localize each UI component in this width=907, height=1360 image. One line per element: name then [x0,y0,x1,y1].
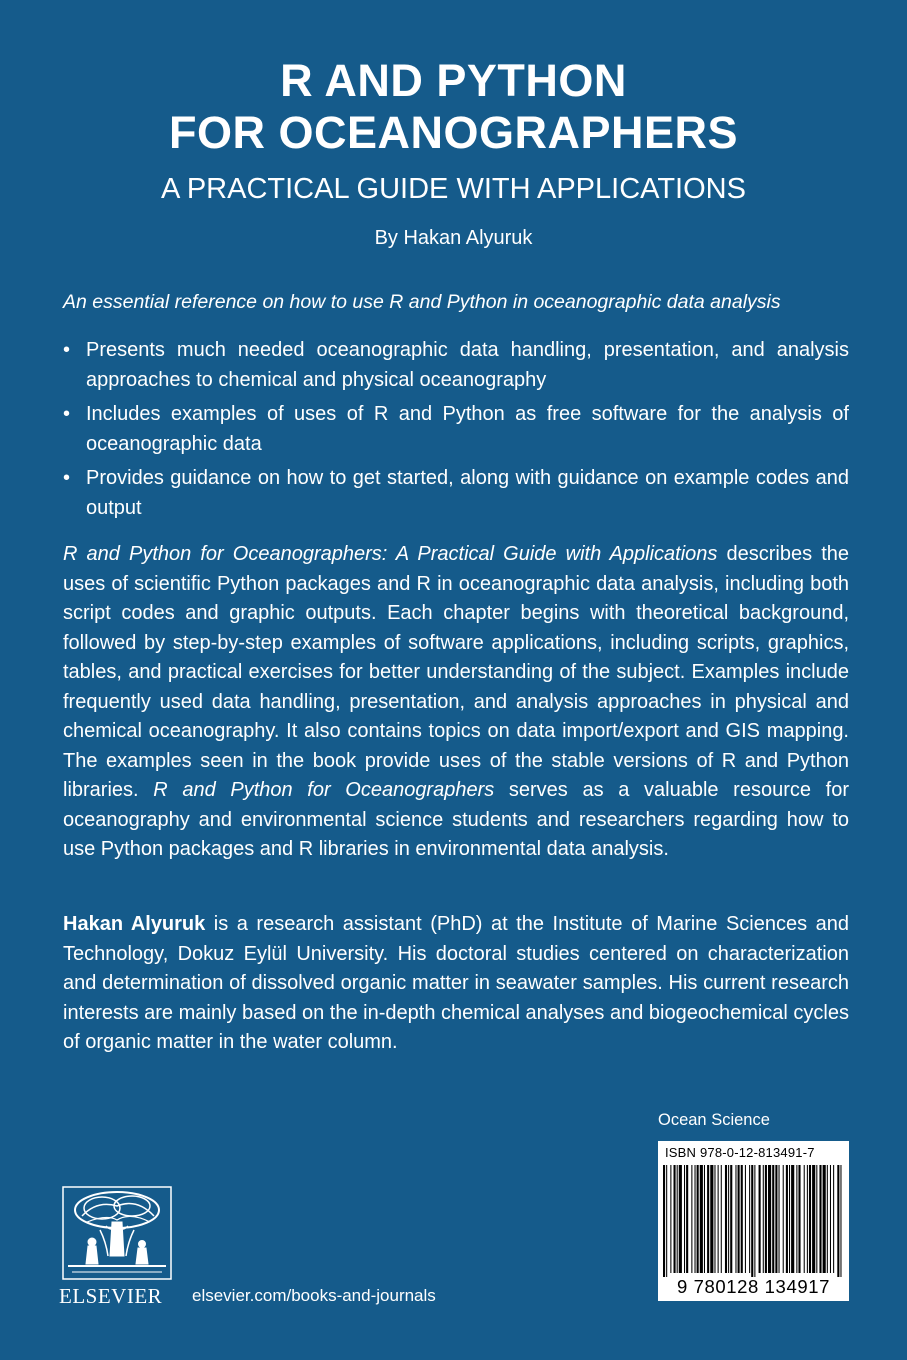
barcode-bar [745,1165,746,1273]
feature-text: Provides guidance on how to get started, along with guidance on example codes and output [86,467,849,519]
barcode-bar [827,1165,828,1273]
description-text-2: serves as a valuable resource for oceanography and environmental science students and researchers regarding how to use Python packages and R libraries in environmental data analysis. [63,779,849,860]
barcode-bar [670,1165,671,1273]
feature-list [63,336,849,528]
tagline: An essential reference on how to use R and Python in oceanographic data analysis [63,291,781,313]
barcode-bar [741,1165,743,1273]
barcode-bar [721,1165,722,1273]
barcode-bar [679,1165,682,1273]
barcode-bar [804,1165,805,1273]
barcode-bar [754,1165,755,1277]
barcode-bar [700,1165,703,1273]
list-item [63,464,849,523]
isbn-barcode-box [658,1141,849,1301]
barcode-bar [738,1165,740,1273]
barcode-digits: 9 780128 134917 [676,1276,831,1297]
book-description [63,540,849,865]
description-book-title-short: R and Python for Oceanographers [153,779,495,801]
barcode-bar [812,1165,815,1273]
barcode-bar [695,1165,696,1273]
barcode-bar [791,1165,794,1273]
barcode-bar [763,1165,764,1273]
publisher-name: ELSEVIER [59,1284,163,1308]
feature-text: Presents much needed oceanographic data handling, presentation, and analysis approaches to chemical and physical oceanography [86,339,849,391]
bullet-icon: • [63,339,71,361]
barcode-bar [751,1165,753,1277]
barcode-bar [714,1165,715,1273]
barcode-bar [686,1165,688,1273]
barcode-bar [710,1165,713,1273]
barcode-bar [718,1165,719,1273]
author-line: By Hakan Alyuruk [374,227,533,249]
author-name: Hakan Alyuruk [63,913,206,935]
barcode-bar [823,1165,826,1273]
barcode-bar [798,1165,800,1273]
barcode-bar [704,1165,705,1273]
list-item [63,336,849,395]
elsevier-tree-logo-icon [62,1186,172,1280]
publisher-website[interactable]: elsevier.com/books-and-journals [192,1286,436,1305]
title-line-1: R AND PYTHON [280,55,627,106]
barcode-bar [819,1165,821,1273]
barcode-bar [796,1165,797,1273]
barcode-bar [725,1165,727,1273]
barcode-bar [807,1165,808,1273]
bullet-icon: • [63,467,71,489]
book-subtitle: A PRACTICAL GUIDE WITH APPLICATIONS [161,173,746,205]
barcode-bar [830,1165,831,1273]
barcode-bar [816,1165,817,1273]
barcode-bar [684,1165,685,1273]
subject-category: Ocean Science [658,1111,770,1129]
barcode-bar [768,1165,771,1273]
barcode-bar [728,1165,729,1273]
isbn-label: ISBN 978-0-12-813491-7 [665,1145,815,1160]
barcode-bar [833,1165,834,1273]
barcode-bar [775,1165,777,1273]
author-bio [63,910,849,1058]
barcode-bar [772,1165,774,1273]
barcode-bar [730,1165,732,1273]
feature-text: Includes examples of uses of R and Python as free software for the analysis of oceanographic data [86,403,849,455]
barcode-bar [691,1165,692,1273]
barcode-bar [786,1165,788,1273]
barcode-bar [735,1165,736,1273]
barcode-bar [677,1165,678,1273]
barcode-bar [840,1165,841,1277]
author-bio-text: is a research assistant (PhD) at the Institute of Marine Sciences and Technology, Dokuz Eylül University. His doctoral studies centered on characterization and determination of dissolved organic matter in seawater samples. His current research interests are mainly based on the in-depth chemical analyses and biogeochemical cycles of organic matter in the water column. [63,913,849,1053]
description-book-title: R and Python for Oceanographers: A Practical Guide with Applications [63,543,718,565]
barcode-bar [666,1165,667,1277]
barcode-bar [779,1165,780,1273]
barcode-bar [765,1165,767,1273]
title-line-2: FOR OCEANOGRAPHERS [168,107,739,158]
barcode-bar [707,1165,709,1273]
barcode-bar [789,1165,790,1273]
barcode-bar [809,1165,811,1273]
book-title [0,55,907,159]
barcode-icon [663,1165,844,1277]
bullet-icon: • [63,403,71,425]
barcode-bar [783,1165,784,1273]
list-item [63,400,849,459]
barcode-bar [674,1165,676,1273]
barcode-bar [697,1165,699,1273]
barcode-bar [749,1165,750,1273]
barcode-bar [837,1165,839,1277]
barcode-bar [663,1165,665,1277]
description-text-1: describes the uses of scientific Python packages and R in oceanographic data analysis, including both script codes and graphic outputs. Each chapter begins with theoretical background, followed by step-by-step examples of software applications, including scripts, graphics, tables, and practical exercises for better understanding of the subject. Examples include frequently used data handling, presentation, and analysis approaches in physical and chemical oceanography. It also contains topics on data import/export and GIS mapping. The examples seen in the book provide uses of the stable versions of R and Python libraries. [63,543,849,801]
barcode-bar [759,1165,761,1273]
